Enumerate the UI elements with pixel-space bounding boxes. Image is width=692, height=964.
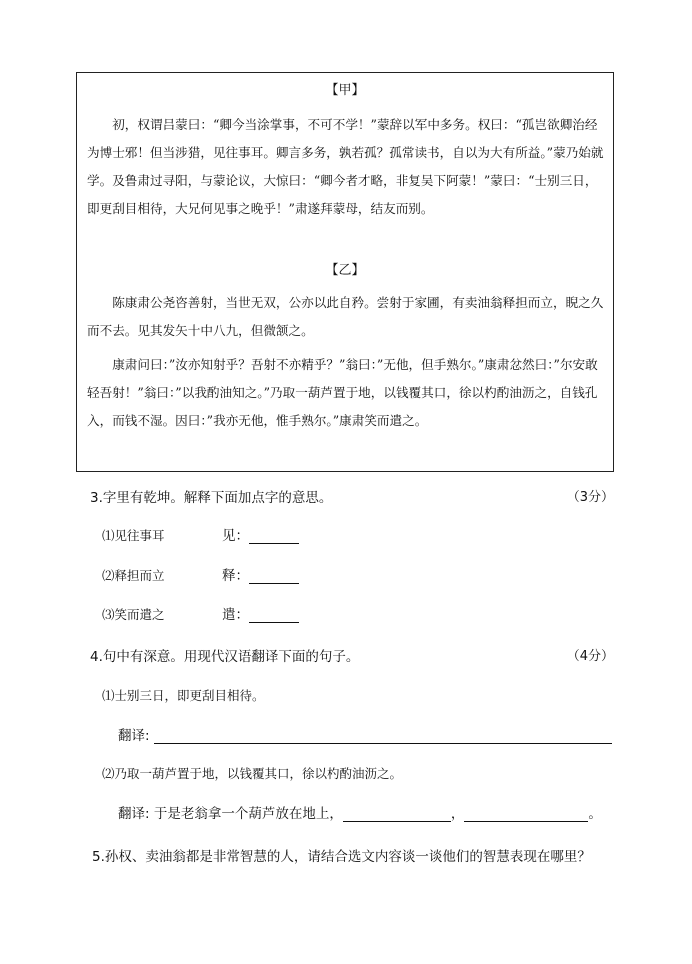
question-5-title: 5.孙权、卖油翁都是非常智慧的人，请结合选文内容谈一谈他们的智慧表现在哪里？ (92, 849, 591, 865)
q4-blank-2a[interactable] (343, 807, 451, 822)
q4-translation-2-label: 翻译: 于是老翁拿一个葫芦放在地上， (118, 806, 343, 822)
passage-yi-paragraph-2: 康肃问曰：”汝亦知射乎？吾射不亦精乎？”翁曰：”无他，但手熟尔。”康肃忿然曰：”尔安敢轻吾射！”翁曰：”以我酌油知之。”乃取一葫芦置于地，以钱覆其口，徐以杓酌油沥之，自钱孔入，而钱不湿。因曰：”我亦无他，惟手熟尔。”康肃笑而遣之。 (87, 357, 598, 428)
q3-item-1: ⑴见往事耳 (102, 528, 165, 543)
q4-blank-1[interactable] (154, 729, 612, 744)
q3-gloss-label-1: 见： (222, 528, 249, 544)
passage-yi-paragraph-1: 陈康肃公尧咨善射，当世无双，公亦以此自矜。尝射于家圃，有卖油翁释担而立，睨之久而不去。见其发矢十中八九，但微颔之。 (87, 295, 604, 338)
passage-jia-text: 初，权谓吕蒙曰：“卿今当涂掌事，不可不学！”蒙辞以军中多务。权曰：“孤岂欲卿治经为博士邪！但当涉猎，见往事耳。卿言多务，孰若孤？孤常读书，自以为大有所益。”蒙乃始就学。及鲁肃过寻阳，与蒙论议，大惊曰：“卿今者才略，非复吴下阿蒙！”蒙曰：“士别三日，即更刮目相待，大兄何见事之晚乎！”肃遂拜蒙母，结友而别。 (87, 117, 604, 216)
q4-translation-1-label: 翻译: (118, 728, 150, 744)
q3-blank-2[interactable] (249, 569, 299, 584)
question-4-score: （4分） (566, 649, 614, 664)
q4-blank-2b[interactable] (464, 807, 588, 822)
question-3-title: 3.字里有乾坤。解释下面加点字的意思。 (90, 490, 333, 506)
q3-item-2: ⑵释担而立 (102, 568, 165, 583)
q3-answer-1 (222, 524, 299, 544)
question-4-title: 4.句中有深意。用现代汉语翻译下面的句子。 (90, 649, 360, 665)
q3-answer-2 (222, 564, 299, 584)
q4-translation-2-comma: ， (450, 806, 465, 822)
q4-translation-2 (118, 802, 602, 822)
q4-sentence-2: ⑵乃取一葫芦置于地，以钱覆其口，徐以杓酌油沥之。 (102, 766, 403, 781)
q3-blank-3[interactable] (249, 608, 299, 623)
q4-translation-2-end: 。 (588, 806, 602, 822)
q4-sentence-1: ⑴士别三日，即更刮目相待。 (102, 688, 265, 703)
passage-box (76, 72, 614, 472)
q3-gloss-label-3: 遣： (222, 607, 249, 623)
passage-jia-title: 【甲】 (325, 83, 365, 98)
q3-blank-1[interactable] (249, 529, 299, 544)
q3-gloss-label-2: 释： (222, 568, 249, 584)
question-3-score: （3分） (566, 490, 614, 505)
q3-item-3: ⑶笑而遣之 (102, 607, 165, 622)
passage-yi-title: 【乙】 (325, 263, 365, 278)
q3-answer-3 (222, 603, 299, 623)
q4-translation-1 (118, 724, 612, 744)
